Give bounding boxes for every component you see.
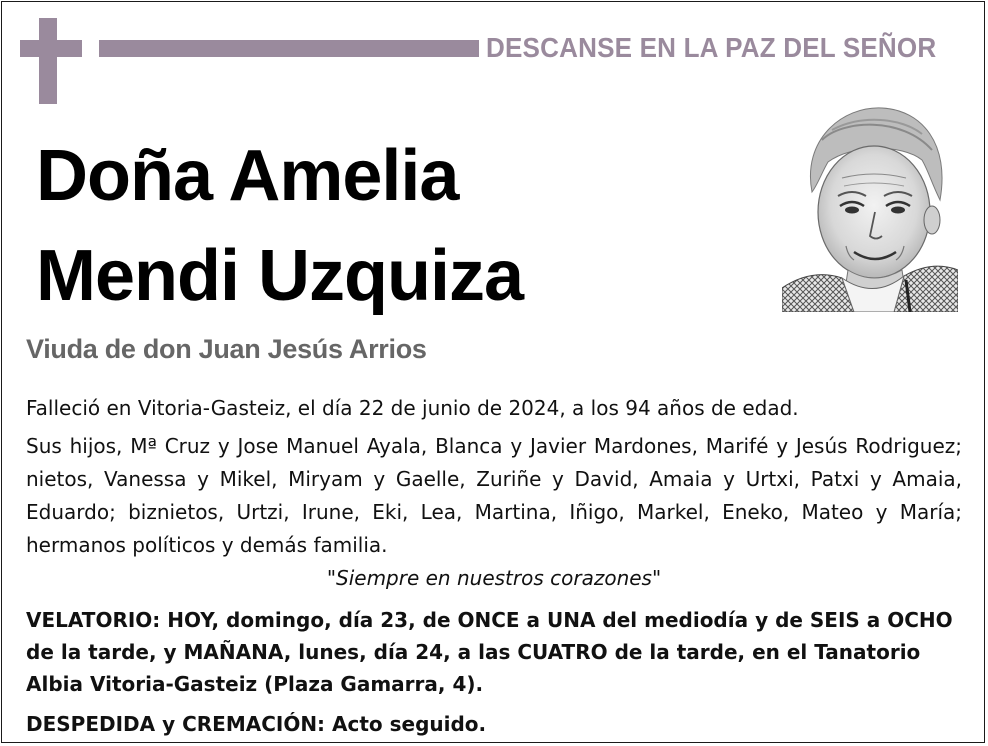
death-notice: Falleció en Vitoria-Gasteiz, el día 22 de junio de 2024, a los 94 años de edad. — [26, 396, 799, 420]
obituary-notice — [1, 1, 985, 743]
deceased-name-line2: Mendi Uzquiza — [36, 236, 523, 316]
header-title: DESCANSE EN LA PAZ DEL SEÑOR — [486, 32, 937, 63]
deceased-name-line1: Doña Amelia — [36, 136, 459, 216]
despedida-details: DESPEDIDA y CREMACIÓN: Acto seguido. — [26, 712, 487, 736]
memorial-quote: "Siempre en nuestros corazones" — [326, 566, 662, 590]
cross-icon-horizontal — [20, 40, 82, 57]
cross-icon-vertical — [39, 18, 57, 104]
portrait-photo — [782, 100, 958, 312]
widow-of-line: Viuda de don Juan Jesús Arrios — [26, 334, 427, 364]
family-list: Sus hijos, Mª Cruz y Jose Manuel Ayala, Blanca y Javier Mardones, Marifé y Jesús Rodriguez; nietos, Vanessa y Mikel, Miryam y Gaelle, Zuriñe y David, Amaia y Urtxi, Patxi y Amaia, Eduardo; biznietos, Urtzi, Irune, Eki, Lea, Martina, Iñigo, Markel, Eneko, Mateo y María; hermanos políticos y demás familia. — [26, 434, 962, 557]
velatorio-details: VELATORIO: HOY, domingo, día 23, de ONCE a UNA del mediodía y de SEIS a OCHO de la tarde, y MAÑANA, lunes, día 24, a las CUATRO de la tarde, en el Tanatorio Albia Vitoria-Gasteiz (Plaza Gamarra, 4). — [26, 608, 953, 696]
header-rule — [99, 40, 479, 57]
